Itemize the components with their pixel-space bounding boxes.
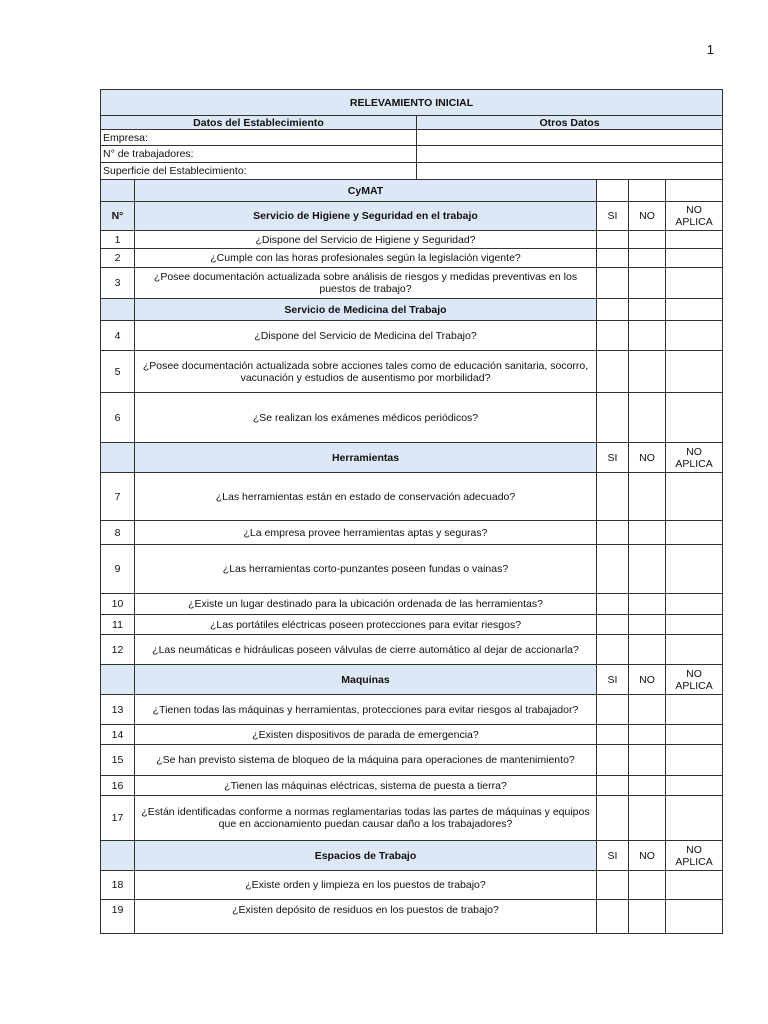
section-title-herramientas: Herramientas: [135, 443, 597, 473]
no-aplica-column-header: NO APLICA: [666, 443, 723, 473]
question-row: [101, 545, 723, 594]
section-title-higiene: Servicio de Higiene y Seguridad en el trabajo: [135, 202, 597, 231]
question-row: [101, 725, 723, 745]
question-number: 10: [101, 594, 135, 615]
answer-no-aplica-cell[interactable]: [666, 249, 723, 268]
question-row: [101, 393, 723, 443]
answer-no-cell[interactable]: [629, 635, 666, 665]
section-header-maquinas: [101, 665, 723, 695]
question-number: 8: [101, 521, 135, 545]
answer-si-cell[interactable]: [597, 545, 629, 594]
question-row: [101, 871, 723, 900]
section-title-maquinas: Maquinas: [135, 665, 597, 695]
answer-no-aplica-cell[interactable]: [666, 871, 723, 900]
other-data-cell[interactable]: [417, 163, 723, 180]
answer-no-cell[interactable]: [629, 615, 666, 635]
blank-cell: [597, 299, 629, 321]
question-text: ¿Existen depósito de residuos en los puestos de trabajo?: [135, 900, 597, 934]
answer-no-aplica-cell[interactable]: [666, 745, 723, 776]
answer-no-aplica-cell[interactable]: [666, 776, 723, 796]
answer-no-cell[interactable]: [629, 521, 666, 545]
answer-no-cell[interactable]: [629, 796, 666, 841]
answer-no-cell[interactable]: [629, 231, 666, 249]
no-column-header: NO: [629, 665, 666, 695]
question-row: [101, 321, 723, 351]
question-number: 13: [101, 695, 135, 725]
number-column-header: N°: [101, 202, 135, 231]
title-row: [101, 90, 723, 116]
question-number: 14: [101, 725, 135, 745]
blank-header-cell: [101, 299, 135, 321]
question-number: 16: [101, 776, 135, 796]
answer-no-aplica-cell[interactable]: [666, 635, 723, 665]
answer-no-aplica-cell[interactable]: [666, 268, 723, 299]
question-number: 17: [101, 796, 135, 841]
establishment-data-header: Datos del Establecimiento: [101, 116, 417, 130]
question-text: ¿Dispone del Servicio de Higiene y Seguridad?: [135, 231, 597, 249]
question-text: ¿Las herramientas corto-punzantes poseen fundas o vainas?: [135, 545, 597, 594]
question-row: [101, 635, 723, 665]
question-text: ¿Las herramientas están en estado de conservación adecuado?: [135, 473, 597, 521]
answer-si-cell[interactable]: [597, 796, 629, 841]
question-text: ¿Tienen todas las máquinas y herramientas, protecciones para evitar riesgos al trabajador?: [135, 695, 597, 725]
answer-no-aplica-cell[interactable]: [666, 473, 723, 521]
relevamiento-table: [100, 89, 723, 934]
question-text: ¿Las portátiles eléctricas poseen protecciones para evitar riesgos?: [135, 615, 597, 635]
other-data-cell[interactable]: [417, 130, 723, 146]
question-number: 7: [101, 473, 135, 521]
answer-no-aplica-cell[interactable]: [666, 545, 723, 594]
question-row: [101, 473, 723, 521]
answer-no-cell[interactable]: [629, 745, 666, 776]
blank-cell: [666, 299, 723, 321]
section-title-medicina: Servicio de Medicina del Trabajo: [135, 299, 597, 321]
si-column-header: SI: [597, 443, 629, 473]
answer-no-cell[interactable]: [629, 695, 666, 725]
question-text: ¿Existen dispositivos de parada de emergencia?: [135, 725, 597, 745]
question-number: 9: [101, 545, 135, 594]
answer-no-aplica-cell[interactable]: [666, 321, 723, 351]
field-row-surface: [101, 163, 723, 180]
question-text: ¿Posee documentación actualizada sobre análisis de riesgos y medidas preventivas en los puestos de trabajo?: [135, 268, 597, 299]
answer-no-aplica-cell[interactable]: [666, 351, 723, 393]
question-text: ¿Se han previsto sistema de bloqueo de la máquina para operaciones de mantenimiento?: [135, 745, 597, 776]
form-title: RELEVAMIENTO INICIAL: [101, 90, 723, 116]
answer-no-cell[interactable]: [629, 871, 666, 900]
answer-si-cell[interactable]: [597, 249, 629, 268]
section-header-espacios: [101, 841, 723, 871]
answer-no-cell[interactable]: [629, 351, 666, 393]
question-text: ¿Están identificadas conforme a normas reglamentarias todas las partes de máquinas y equipos que en accionamiento puedan causar daño a los trabajadores?: [135, 796, 597, 841]
question-number: 4: [101, 321, 135, 351]
answer-no-aplica-cell[interactable]: [666, 231, 723, 249]
other-data-header: Otros Datos: [417, 116, 723, 130]
answer-no-cell[interactable]: [629, 473, 666, 521]
section-title-espacios: Espacios de Trabajo: [135, 841, 597, 871]
field-row-company: [101, 130, 723, 146]
cymat-heading: CyMAT: [135, 180, 597, 202]
no-aplica-column-header: NO APLICA: [666, 841, 723, 871]
establishment-header-row: [101, 116, 723, 130]
answer-no-aplica-cell[interactable]: [666, 900, 723, 934]
no-column-header: NO: [629, 202, 666, 231]
answer-no-aplica-cell[interactable]: [666, 393, 723, 443]
answer-si-cell[interactable]: [597, 871, 629, 900]
answer-no-aplica-cell[interactable]: [666, 796, 723, 841]
answer-no-aplica-cell[interactable]: [666, 695, 723, 725]
blank-header-cell: [101, 841, 135, 871]
si-column-header: SI: [597, 665, 629, 695]
answer-si-cell[interactable]: [597, 900, 629, 934]
question-number: 11: [101, 615, 135, 635]
cymat-row: [101, 180, 723, 202]
answer-no-cell[interactable]: [629, 776, 666, 796]
answer-si-cell[interactable]: [597, 393, 629, 443]
answer-si-cell[interactable]: [597, 594, 629, 615]
section-header-higiene: [101, 202, 723, 231]
no-column-header: NO: [629, 443, 666, 473]
answer-si-cell[interactable]: [597, 635, 629, 665]
question-text: ¿Dispone del Servicio de Medicina del Trabajo?: [135, 321, 597, 351]
question-number: 6: [101, 393, 135, 443]
question-row: [101, 351, 723, 393]
answer-no-aplica-cell[interactable]: [666, 521, 723, 545]
question-text: ¿Tienen las máquinas eléctricas, sistema de puesta a tierra?: [135, 776, 597, 796]
answer-no-aplica-cell[interactable]: [666, 615, 723, 635]
blank-cell: [597, 180, 629, 202]
question-text: ¿Existe un lugar destinado para la ubicación ordenada de las herramientas?: [135, 594, 597, 615]
no-aplica-column-header: NO APLICA: [666, 665, 723, 695]
si-column-header: SI: [597, 202, 629, 231]
answer-si-cell[interactable]: [597, 725, 629, 745]
answer-no-cell[interactable]: [629, 545, 666, 594]
question-row: [101, 521, 723, 545]
answer-no-cell[interactable]: [629, 900, 666, 934]
surface-field-label: Superficie del Establecimiento:: [101, 163, 417, 180]
question-row: [101, 745, 723, 776]
question-number: 12: [101, 635, 135, 665]
question-number: 3: [101, 268, 135, 299]
question-number: 2: [101, 249, 135, 268]
question-text: ¿Se realizan los exámenes médicos periódicos?: [135, 393, 597, 443]
question-text: ¿Posee documentación actualizada sobre acciones tales como de educación sanitaria, socorro, vacunación y estudios de ausentismo por morbilidad?: [135, 351, 597, 393]
answer-no-cell[interactable]: [629, 594, 666, 615]
answer-no-cell[interactable]: [629, 393, 666, 443]
answer-no-cell[interactable]: [629, 268, 666, 299]
question-number: 19: [101, 900, 135, 934]
question-number: 1: [101, 231, 135, 249]
question-row: [101, 695, 723, 725]
blank-header-cell: [101, 665, 135, 695]
company-field-label: Empresa:: [101, 130, 417, 146]
question-row: [101, 268, 723, 299]
question-row: [101, 796, 723, 841]
section-header-herramientas: [101, 443, 723, 473]
answer-no-cell[interactable]: [629, 249, 666, 268]
answer-si-cell[interactable]: [597, 351, 629, 393]
answer-si-cell[interactable]: [597, 268, 629, 299]
question-row: [101, 249, 723, 268]
page-number: 1: [706, 42, 714, 57]
answer-si-cell[interactable]: [597, 321, 629, 351]
field-row-workers: [101, 146, 723, 163]
question-text: ¿Cumple con las horas profesionales según la legislación vigente?: [135, 249, 597, 268]
answer-si-cell[interactable]: [597, 776, 629, 796]
answer-si-cell[interactable]: [597, 521, 629, 545]
answer-no-cell[interactable]: [629, 321, 666, 351]
no-aplica-column-header: NO APLICA: [666, 202, 723, 231]
answer-no-cell[interactable]: [629, 725, 666, 745]
question-row: [101, 776, 723, 796]
blank-header-cell: [101, 443, 135, 473]
answer-si-cell[interactable]: [597, 745, 629, 776]
question-text: ¿Existe orden y limpieza en los puestos de trabajo?: [135, 871, 597, 900]
other-data-cell[interactable]: [417, 146, 723, 163]
question-row: [101, 594, 723, 615]
question-number: 18: [101, 871, 135, 900]
question-row: [101, 615, 723, 635]
answer-no-aplica-cell[interactable]: [666, 594, 723, 615]
answer-no-aplica-cell[interactable]: [666, 725, 723, 745]
blank-header-cell: [101, 180, 135, 202]
workers-field-label: N° de trabajadores:: [101, 146, 417, 163]
section-header-medicina: [101, 299, 723, 321]
answer-si-cell[interactable]: [597, 231, 629, 249]
answer-si-cell[interactable]: [597, 615, 629, 635]
blank-cell: [629, 180, 666, 202]
answer-si-cell[interactable]: [597, 473, 629, 521]
no-column-header: NO: [629, 841, 666, 871]
question-row: [101, 900, 723, 934]
question-text: ¿La empresa provee herramientas aptas y seguras?: [135, 521, 597, 545]
question-text: ¿Las neumáticas e hidráulicas poseen válvulas de cierre automático al dejar de accionarla?: [135, 635, 597, 665]
blank-cell: [629, 299, 666, 321]
question-number: 15: [101, 745, 135, 776]
question-row: [101, 231, 723, 249]
blank-cell: [666, 180, 723, 202]
answer-si-cell[interactable]: [597, 695, 629, 725]
si-column-header: SI: [597, 841, 629, 871]
question-number: 5: [101, 351, 135, 393]
